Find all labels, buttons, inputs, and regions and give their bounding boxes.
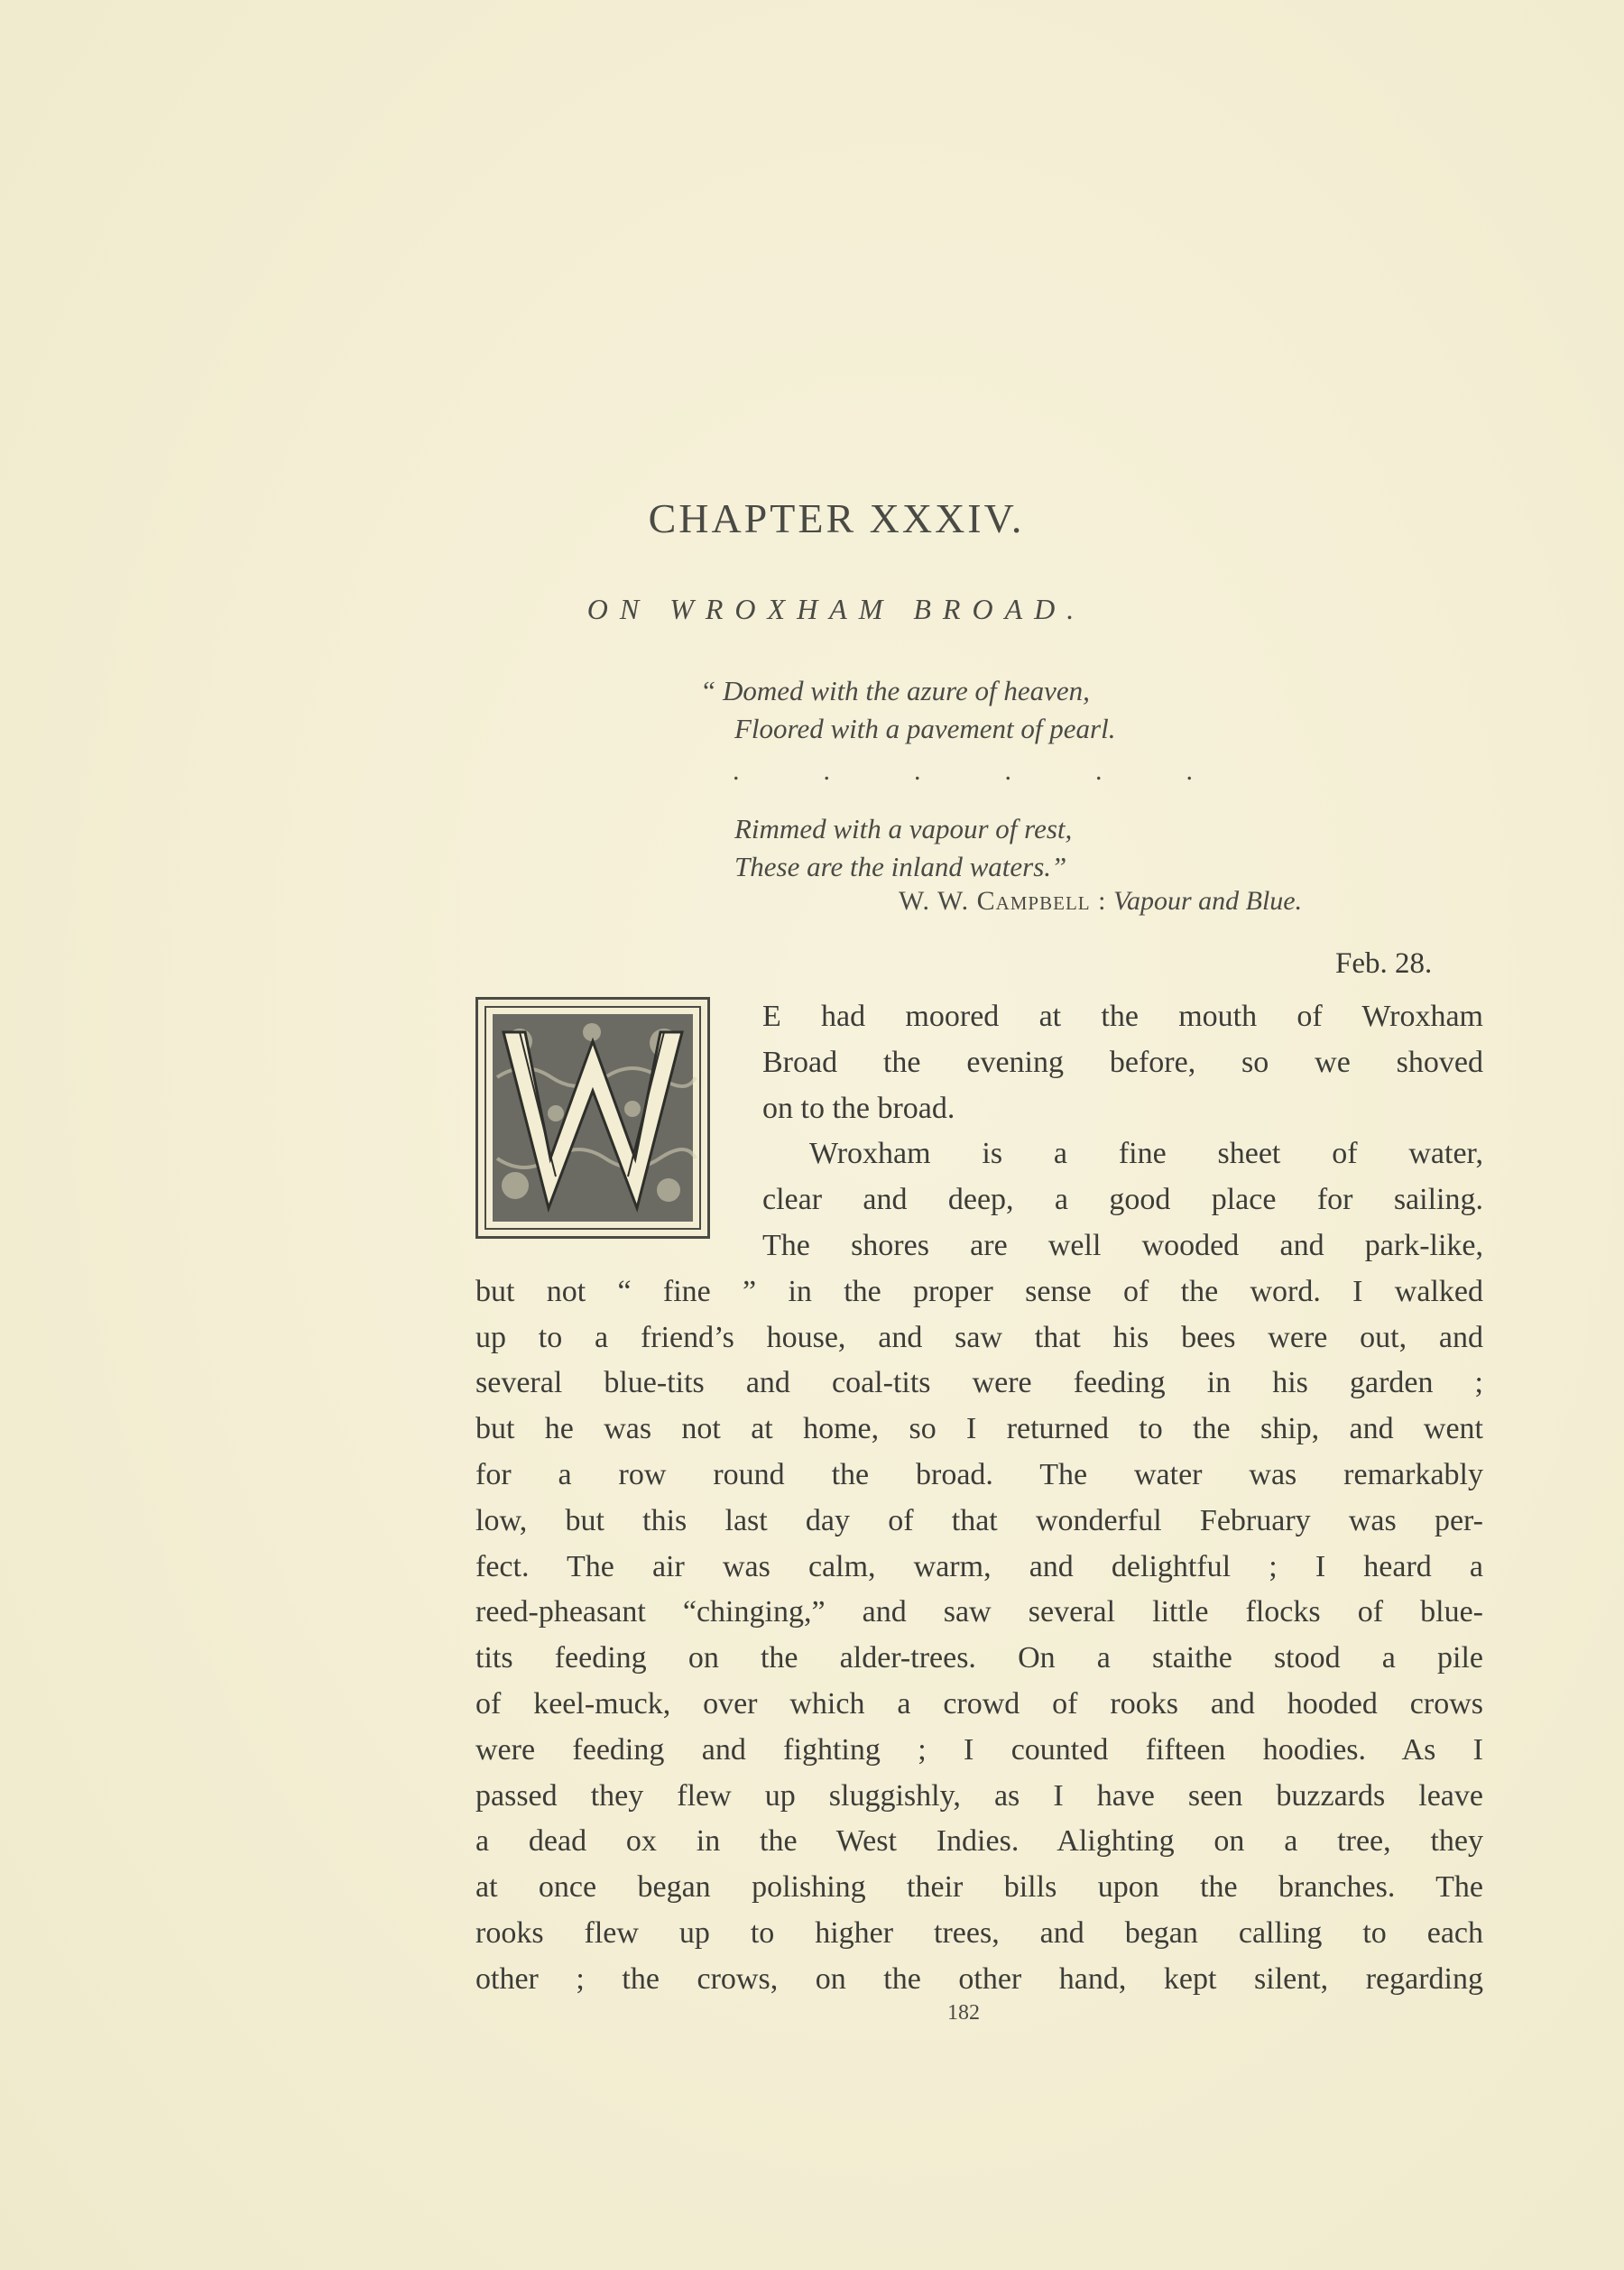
epigraph-line: These are the inland waters.”: [734, 851, 1067, 882]
chapter-title: ON WROXHAM BROAD.: [586, 593, 1086, 625]
epigraph-first-stanza: [700, 672, 1115, 748]
body-line: for a row round the broad. The water was remarkably: [475, 1457, 1483, 1491]
body-line: a dead ox in the West Indies. Alighting on a tree, they: [475, 1824, 1483, 1859]
body-line: but he was not at home, so I returned to the ship, and went: [475, 1412, 1483, 1446]
ellipsis-dot: .: [1186, 756, 1193, 786]
entry-date: Feb. 28.: [1335, 947, 1433, 980]
body-line: were feeding and fighting ; I counted fifteen hoodies. As I: [475, 1732, 1483, 1767]
chapter-heading: CHAPTER XXXIV.: [648, 495, 1025, 541]
epigraph-ellipsis: [733, 756, 1193, 787]
ellipsis-dot: .: [914, 756, 921, 786]
body-line: fect. The air was calm, warm, and delightful ; I heard a: [475, 1549, 1483, 1583]
body-line: Broad the evening before, so we shoved: [762, 1045, 1483, 1079]
body-line: other ; the crows, on the other hand, kept silent, regarding: [475, 1961, 1483, 1996]
body-text: [475, 994, 1483, 2003]
body-line: but not “ fine ” in the proper sense of the word. I walked: [475, 1274, 1483, 1308]
ellipsis-dot: .: [733, 756, 740, 786]
epigraph-line: Rimmed with a vapour of rest,: [734, 813, 1073, 844]
body-line: reed-pheasant “chinging,” and saw several little flocks of blue-: [475, 1595, 1483, 1629]
epigraph-second-stanza: [734, 810, 1072, 886]
ellipsis-dot: .: [823, 756, 830, 786]
epigraph-attribution: [899, 886, 1302, 917]
body-line: of keel-muck, over which a crowd of rooks and hooded crows: [475, 1686, 1483, 1721]
epigraph-line: “ Domed with the azure of heaven,: [700, 675, 1090, 706]
epigraph-author: W. W. Campbell :: [899, 886, 1107, 916]
page-number: 182: [947, 2001, 980, 2025]
body-line: at once began polishing their bills upon the branches. The: [475, 1870, 1483, 1905]
body-line: passed they flew up sluggishly, as I have seen buzzards leave: [475, 1778, 1483, 1813]
ellipsis-dot: .: [1004, 756, 1011, 786]
body-line: E had moored at the mouth of Wroxham: [762, 1000, 1483, 1033]
body-line: low, but this last day of that wonderful February was per-: [475, 1503, 1483, 1537]
body-line: tits feeding on the alder-trees. On a staithe stood a pile: [475, 1641, 1483, 1675]
body-line: Wroxham is a fine sheet of water,: [809, 1137, 1483, 1171]
epigraph-work: Vapour and Blue.: [1112, 886, 1303, 916]
body-line: rooks flew up to higher trees, and began calling to each: [475, 1915, 1483, 1950]
body-line: clear and deep, a good place for sailing.: [762, 1183, 1483, 1217]
body-line: The shores are well wooded and park-like,: [762, 1228, 1483, 1262]
body-line: up to a friend’s house, and saw that his bees were out, and: [475, 1320, 1483, 1354]
epigraph-line: Floored with a pavement of pearl.: [734, 713, 1116, 744]
body-line: on to the broad.: [762, 1091, 955, 1125]
ellipsis-dot: .: [1095, 756, 1103, 786]
body-line: several blue-tits and coal-tits were feeding in his garden ;: [475, 1366, 1483, 1400]
